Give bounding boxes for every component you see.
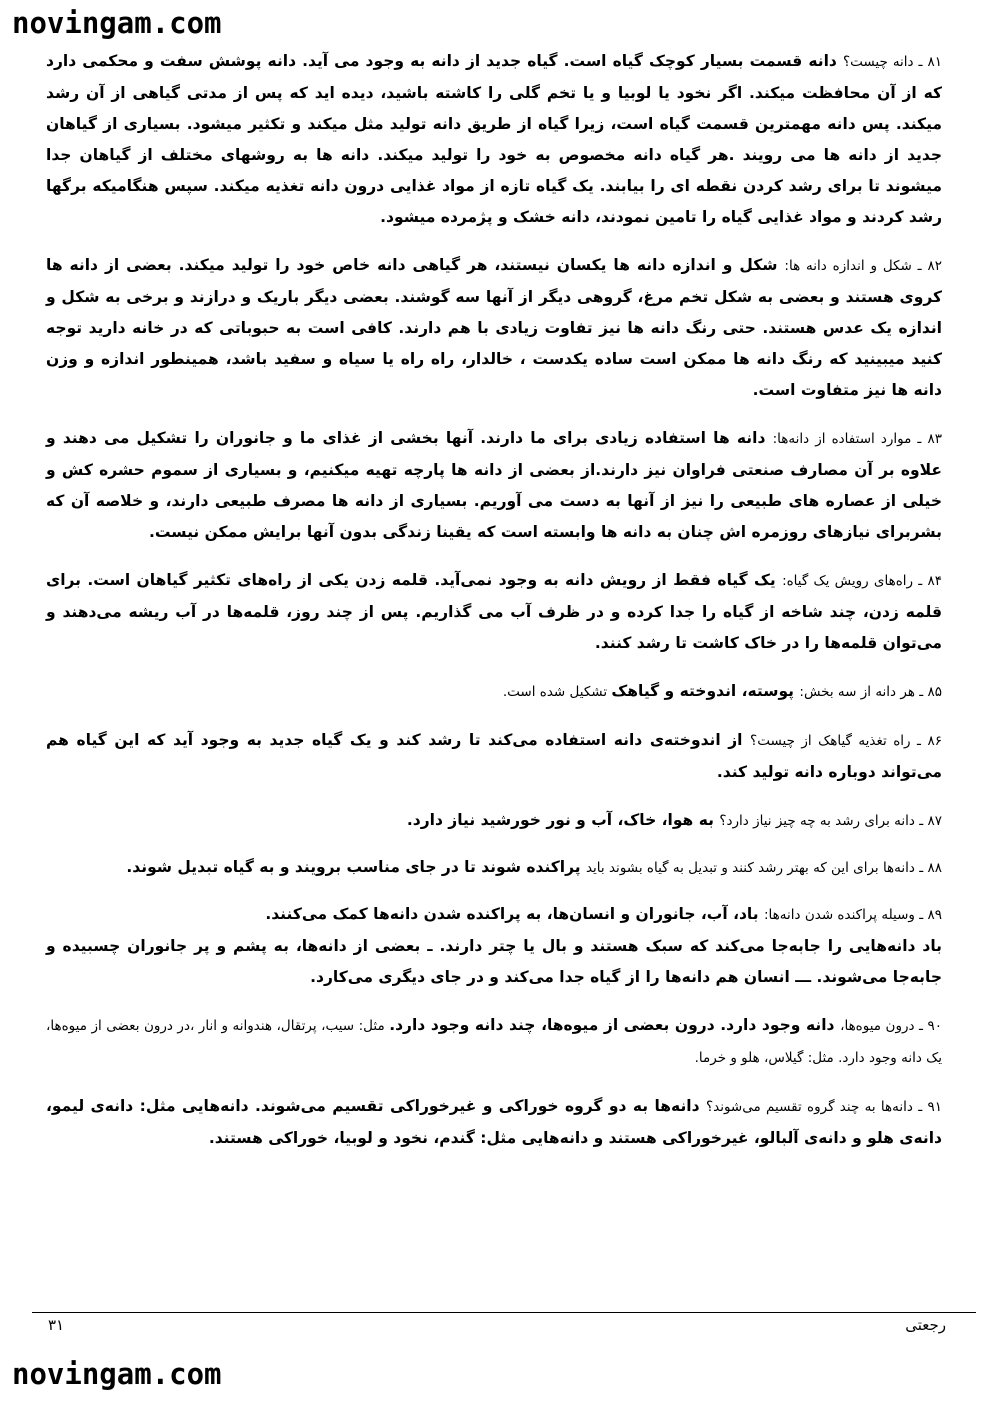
answer-text: از اندوخته‌ی دانه استفاده می‌کند تا رشد کند و یک گیاه جدید به وجود آید که این گیاه هم می‌تواند دوباره دانه تولید کند. [46,731,942,781]
question-label: ۸۶ ـ راه تغذیه گیاهک از چیست؟ [750,733,942,749]
question-90 [46,1010,942,1074]
page-number: ۳۱ [48,1316,65,1334]
question-label: ۹۰ ـ درون میوه‌ها، [840,1018,942,1034]
answer-tail: مثل: سیب، پرتقال، هندوانه و انار ،در درون بعضی از میوه‌ها، یک دانه وجود دارد. مثل: گیلاس، هلو و خرما. [46,1018,942,1066]
answer-text: دانه ها استفاده زیادی برای ما دارند. آنها بخشی از غذای ما و جانوران را تشکیل می دهند و علاوه بر آن مصارف صنعتی فراوان نیز دارند.از بعضی از دانه ها پارچه تهیه میکنیم، و بسیاری از سموم حشره کش و خیلی از عصاره های طبیعی را نیز از آنها به دست می آوریم. بسیاری از دانه ها مصرف طبیعی دارند، و خلاصه آن که بشربرای نیازهای روزمره اش چنان به دانه ها وابسته است که یقینا زندگی بدون آنها برایش ممکن نیست. [46,429,942,541]
question-81 [46,46,942,233]
answer-text: دانه‌ها به دو گروه خوراکی و غیرخوراکی تقسیم می‌شوند. دانه‌هایی مثل: دانه‌ی لیمو، دانه‌ی هلو و دانه‌ی آلبالو، غیرخوراکی هستند و دانه‌هایی مثل: گندم، نخود و لوبیا، خوراکی هستند. [46,1097,942,1147]
question-label: ۸۲ ـ شکل و اندازه دانه ها: [784,258,942,274]
answer-text: پراکنده شوند تا در جای مناسب برویند و به گیاه تبدیل شوند. [126,858,586,876]
answer-text: باد، آب، جانوران و انسان‌ها، به پراکنده شدن دانه‌ها کمک می‌کنند. [265,905,764,923]
question-label: ۸۱ ـ دانه چیست؟ [842,54,942,70]
document-body [46,46,942,1154]
watermark-bottom: novingam.com [12,1357,222,1391]
question-label: ۸۳ ـ موارد استفاده از دانه‌ها: [772,431,942,447]
question-91 [46,1091,942,1154]
footer-divider [32,1312,976,1313]
watermark-top: novingam.com [12,6,222,40]
answer-text: یک گیاه فقط از رویش دانه به وجود نمی‌آید. قلمه زدن یکی از راه‌های تکثیر گیاهان است. برای قلمه زدن، چند شاخه از گیاه را جدا کرده و در ظرف آب می گذاریم. پس از چند روز، قلمه‌ها در آب ریشه می‌دهند و می‌توان قلمه‌ها را در خاک کاشت تا رشد کنند. [46,571,942,652]
question-label: ۸۷ ـ دانه برای رشد به چه چیز نیاز دارد؟ [719,813,942,829]
question-87 [46,805,942,837]
answer-text: به هوا، خاک، آب و نور خورشید نیاز دارد. [406,811,720,829]
footer-author: رجعتی [905,1316,946,1334]
answer-text: پوسته، اندوخته و گیاهک [611,682,800,700]
question-label: ۸۸ ـ دانه‌ها برای این که بهتر رشد کنند و تبدیل به گیاه بشوند باید [585,860,942,876]
question-89 [46,899,942,931]
question-89-extra [46,931,942,993]
question-85 [46,676,942,708]
question-86 [46,725,942,788]
answer-tail: تشکیل شده است. [502,684,612,700]
question-label: ۸۵ ـ هر دانه از سه بخش: [799,684,942,700]
question-label: ۹۱ ـ دانه‌ها به چند گروه تقسیم می‌شوند؟ [705,1099,942,1115]
answer-text: دانه قسمت بسیار کوچک گیاه است. گیاه جدید از دانه به وجود می آید. دانه پوشش سفت و محکمی دارد که از آن محافظت میکند. اگر نخود یا لوبیا و یا تخم گلی را کاشته باشید، دیده اید که پس از مدتی گیاهی از آن رشد میکند. پس دانه مهمترین قسمت گیاه است، زیرا گیاه از طریق دانه تولید مثل میکند و تکثیر میشود. بسیاری از گیاهان جدید از دانه ها می رویند .هر گیاه دانه مخصوص به خود را تولید میکند. دانه ها به روشهای مختلف از گیاهان جدا میشوند تا برای رشد کردن نقطه ای را بیابند. یک گیاه تازه از مواد غذایی درون دانه تغذیه میکند. سپس هنگامیکه برگها رشد کردند و مواد غذایی گیاه را تامین نمودند، دانه خشک و پژمرده میشود. [46,52,942,226]
answer-text: دانه وجود دارد. درون بعضی از میوه‌ها، چند دانه وجود دارد. [389,1016,841,1034]
question-84 [46,565,942,659]
question-88 [46,852,942,884]
question-82 [46,250,942,406]
question-83 [46,423,942,548]
answer-text: شکل و اندازه دانه ها یکسان نیستند، هر گیاهی دانه خاص خود را تولید میکند. بعضی از دانه ها کروی هستند و بعضی به شکل تخم مرغ، گروهی دیگر از آنها سه گوشند. بعضی دیگر باریک و درازند و برخی به شکل و اندازه یک عدس هستند. حتی رنگ دانه ها نیز تفاوت زیادی با هم دارند. کافی است به حبوباتی که در خانه دارید توجه کنید میبینید که رنگ دانه ها ممکن است ساده یکدست ، خالدار، راه راه یا سیاه و سفید باشد، همینطور اندازه و وزن دانه ها نیز متفاوت است. [46,256,942,399]
question-label: ۸۹ ـ وسیله پراکنده شدن دانه‌ها: [763,907,942,923]
question-label: ۸۴ ـ راه‌های رویش یک گیاه: [782,573,943,589]
answer-extra: باد دانه‌هایی را جابه‌جا می‌کند که سبک هستند و بال یا چتر دارند. ـ بعضی از دانه‌ها، به پشم و پر جانوران چسبیده و جابه‌جا می‌شوند. ـــ انسان هم دانه‌ها را از گیاه جدا می‌کند و در جای دیگری می‌کارد. [46,937,942,986]
